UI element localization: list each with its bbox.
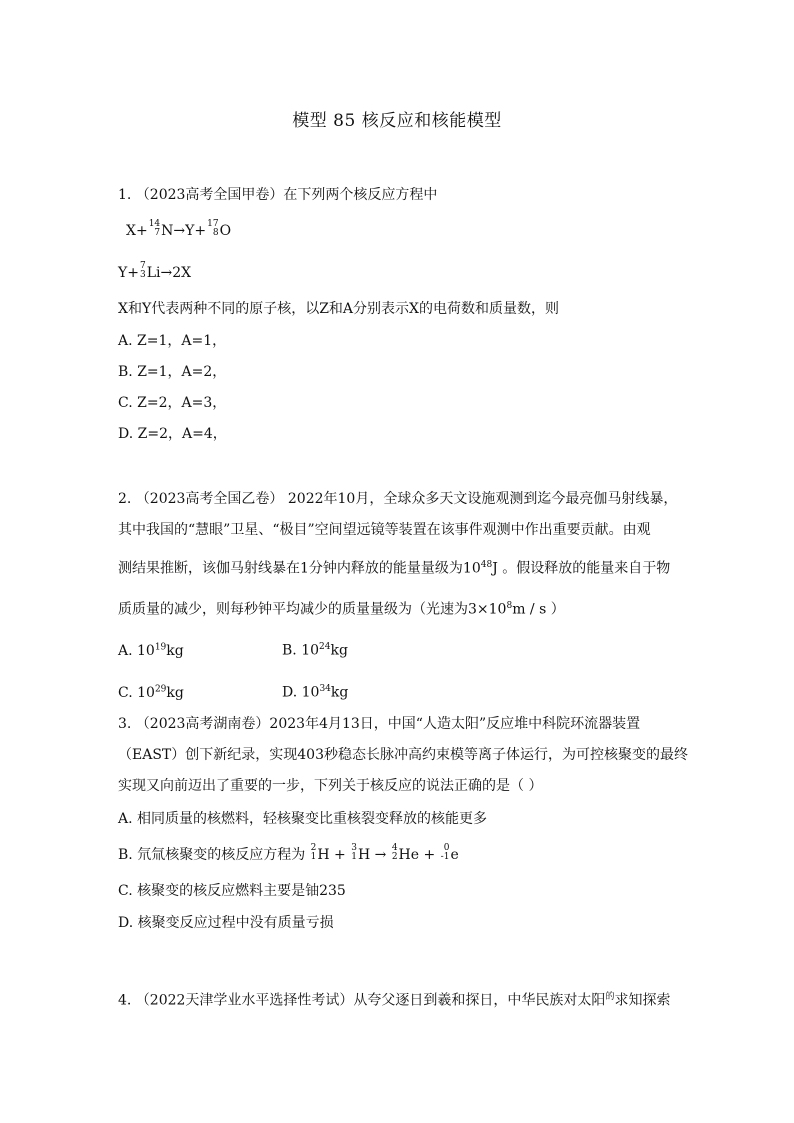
q1-equation-1: X+ 14 7 N→Y+ 17 8 O (126, 219, 232, 239)
q3-line-1: 3. （2023高考湖南卷）2023年4月13日，中国“人造太阳”反应堆中科院环流器装置 (118, 716, 641, 732)
q2-line-3: 测结果推断，该伽马射线暴在1分钟内释放的能量量级为$10^{48}J$ 。假设释放的能量来自于物 (118, 560, 671, 577)
q2-option-a: A. $10^{19}kg$ (118, 642, 184, 659)
q1-option-d: D. Z=2，A=4， (118, 426, 227, 442)
q2-option-c: C. $10^{29}kg$ (118, 684, 184, 701)
q2-options-row-1 (118, 638, 498, 660)
q2-option-b: B. $10^{24}kg$ (282, 642, 348, 659)
q4-line-1: 4. （2022天津学业水平选择性考试）从夸父逐日到羲和探日，中华民族对太阳$^的$求知探索 (118, 992, 671, 1009)
q2-options-row-2 (118, 680, 498, 702)
q3-option-c: C. 核聚变的核反应燃料主要是铀235 (118, 883, 346, 899)
q1-equation-2: Y+ 7 3 Li→2X (118, 261, 192, 281)
q3-line-2: （EAST）创下新纪录，实现403秒稳态长脉冲高约束模等离子体运行，为可控核聚变的最终 (118, 747, 688, 763)
q2-line-4: 质质量的减少，则每秒钟平均减少的质量量级为（光速为$3\times 10^8m / s$ ） (118, 601, 565, 618)
q2-option-d: D. $10^{34}kg$ (282, 684, 349, 701)
q3-option-b: B. 氘氚核聚变的核反应方程为 2 1 H + 3 1 H → 4 2 He + 0 -1 e (118, 843, 459, 863)
q3-option-d: D. 核聚变反应过程中没有质量亏损 (118, 915, 334, 931)
q3-line-3: 实现又向前迈出了重要的一步，下列关于核反应的说法正确的是（ ） (118, 778, 543, 794)
q2-line-2: 其中我国的“慧眼”卫星、“极目”空间望远镜等装置在该事件观测中作出重要贡献。由观 (118, 522, 651, 538)
q1-option-c: C. Z=2，A=3， (118, 395, 227, 411)
q1-option-b: B. Z=1，A=2， (118, 364, 227, 380)
q1-stem: 1. （2023高考全国甲卷）在下列两个核反应方程中 (118, 187, 438, 203)
q2-line-1: 2. （2023高考全国乙卷） 2022年10月，全球众多天文设施观测到迄今最亮伽马射线暴， (118, 491, 678, 507)
page-title: 模型 85 核反应和核能模型 (292, 111, 502, 131)
q3-option-a: A. 相同质量的核燃料，轻核聚变比重核裂变释放的核能更多 (118, 811, 488, 827)
q1-description: X和Y代表两种不同的原子核，以Z和A分别表示X的电荷数和质量数，则 (118, 301, 560, 317)
q1-option-a: A. Z=1，A=1， (118, 333, 227, 349)
